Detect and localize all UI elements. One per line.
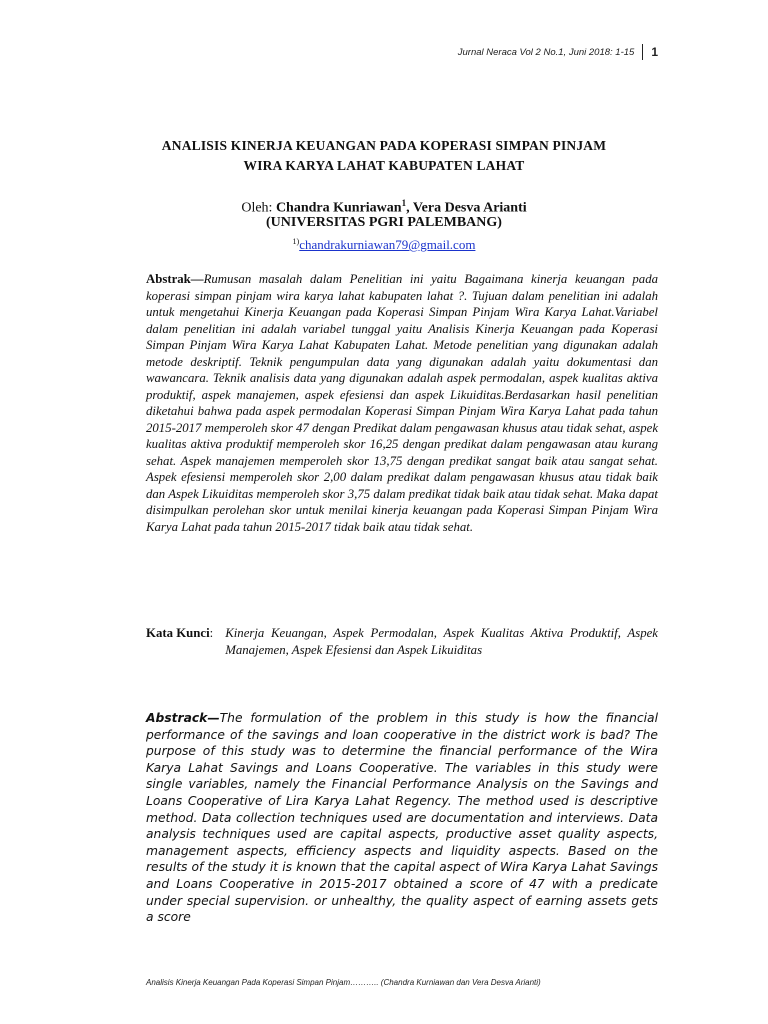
email-link[interactable]: chandrakurniawan79@gmail.com (299, 237, 476, 252)
keywords-label: Kata Kunci (146, 626, 210, 640)
keywords-block (146, 625, 658, 658)
email-line (110, 233, 658, 254)
email-sup: 1) (292, 237, 300, 246)
keywords-text: Kinerja Keuangan, Aspek Permodalan, Aspek Kualitas Aktiva Produktif, Aspek Manajemen, Aspek Efesiensi dan Aspek Likuiditas (225, 626, 658, 657)
page-number: 1 (651, 45, 658, 59)
abstrak-paragraph (146, 271, 658, 535)
journal-citation: Jurnal Neraca Vol 2 No.1, Juni 2018: 1-15 (457, 46, 635, 58)
author-2: , Vera Desva Arianti (406, 200, 527, 216)
running-footer: Analisis Kinerja Keuangan Pada Koperasi Simpan Pinjam……….. (Chandra Kurniawan dan Vera Desva Arianti) (146, 978, 541, 987)
paper-title (110, 136, 658, 176)
title-line-2: WIRA KARYA LAHAT KABUPATEN LAHAT (243, 158, 525, 173)
author-1: Chandra Kunriawan (275, 200, 402, 216)
author-prefix: Oleh: (241, 200, 276, 216)
abstrak-label: Abstrak— (146, 272, 204, 286)
affiliation: (UNIVERSITAS PGRI PALEMBANG) (266, 215, 502, 230)
header-divider (642, 44, 643, 60)
abstract-en-label: Abstrack— (146, 711, 220, 725)
abstract-en-text: The formulation of the problem in this study is how the financial performance of the savings and loan cooperative in the district work is bad? The purpose of this study was to determine the financial performance of the Wira Karya Lahat Savings and Loans Cooperative. The variables in this study were single variables, namely the Financial Performance Analysis on the Savings and Loans Cooperative of Lira Karya Lahat Regency. The method used is descriptive method. Data collection techniques used are documentation and interviews. Data analysis techniques used are capital aspects, productive asset quality aspects, management aspects, efficiency aspects and liquidity aspects. Based on the results of the study it is known that the capital aspect of Wira Karya Lahat Savings and Loans Cooperative in 2015-2017 obtained a score of 47 with a predicate under special supervision. or unhealthy, the quality aspect of earning assets gets a score (146, 711, 658, 925)
abstrak-text: Rumusan masalah dalam Penelitian ini yaitu Bagaimana kinerja keuangan pada koperasi simpan pinjam wira karya lahat kabupaten lahat ?. Tujuan dalam penelitian ini adalah untuk mengetahui Kinerja Keuangan pada Koperasi Simpan Pinjam Wira Karya Lahat.Variabel dalam penelitian ini adalah variabel tunggal yaitu Analisis Kinerja Keuangan pada Koperasi Simpan Pinjam Wira Karya Lahat Kabupaten Lahat. Metode penelitian yang digunakan adalah metode deskriptif. Teknik pengumpulan data yang digunakan adalah yaitu dokumentasi dan wawancara. Teknik analisis data yang digunakan adalah aspek permodalan, aspek kualitas aktiva produktif, aspek manajemen, aspek efesiensi dan aspek Likuiditas.Berdasarkan hasil penelitian diketahui bahwa pada aspek permodalan Koperasi Simpan Pinjam Wira Karya Lahat pada tahun 2015-2017 memperoleh skor 47 dengan Predikat dalam pengawasan khusus atau tidak sehat, aspek kualitas aktiva produktif memperoleh skor 16,25 dengan predikat dalam pengawasan atau kurang sehat. Aspek manajemen memperoleh skor 13,75 dengan predikat sangat baik atau sangat sehat. Aspek efesiensi memperoleh skor 2,00 dalam predikat dalam pengawasan khusus atau tidak baik dan Aspek Likuiditas memperoleh skor 3,75 dalam predikat tidak baik atau tidak sehat. Maka dapat disimpulkan perolehan skor untuk menilai kinerja keuangan pada Koperasi Simpan Pinjam Wira Karya Lahat pada tahun 2015-2017 tidak baik atau tidak sehat. (146, 272, 658, 534)
keywords-colon: : (209, 626, 214, 640)
author-1-sup: 1 (401, 198, 407, 208)
running-header (458, 44, 658, 60)
abstract-english-paragraph (146, 710, 658, 925)
title-line-1: ANALISIS KINERJA KEUANGAN PADA KOPERASI SIMPAN PINJAM (161, 138, 607, 153)
